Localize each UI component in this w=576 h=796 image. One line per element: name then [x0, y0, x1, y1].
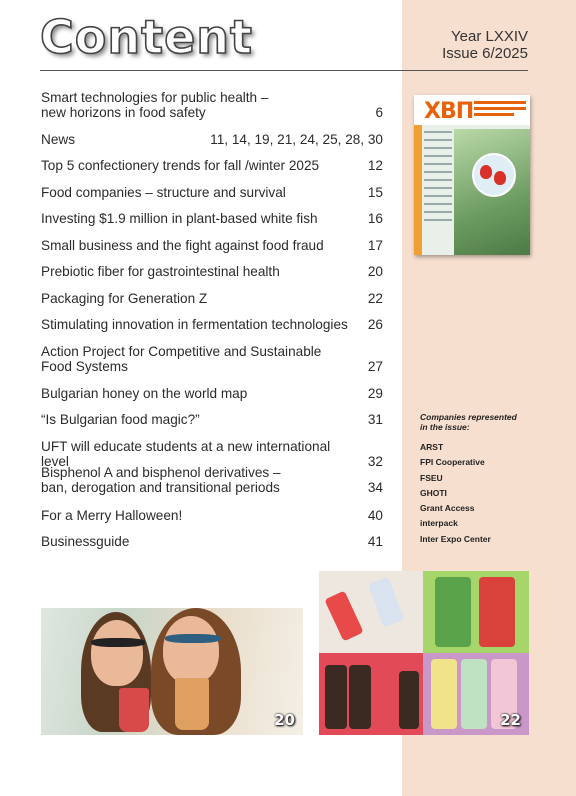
company-item: FSEU	[420, 472, 443, 483]
face-shape	[163, 616, 219, 684]
page-title: Content	[40, 10, 254, 64]
toc-item-page: 29	[367, 386, 383, 401]
toc-item-title: News	[41, 132, 75, 147]
company-item: GHOTI	[420, 487, 447, 498]
toc-item-title: Prebiotic fiber for gastrointestinal health	[41, 264, 280, 279]
toc-item-page: 16	[367, 211, 383, 226]
toc-item-page: 31	[367, 412, 383, 427]
toc-item-title: Smart technologies for public health – new horizons in food safety	[41, 90, 269, 120]
toc-item-page: 12	[367, 158, 383, 173]
magazine-logo: ХВП	[424, 99, 474, 124]
toc-item[interactable]	[41, 132, 383, 147]
toc-item[interactable]	[41, 534, 383, 549]
toc-item[interactable]	[41, 264, 383, 279]
toc-item[interactable]	[41, 238, 383, 253]
toc-item[interactable]	[41, 317, 383, 332]
toc-item-title: For a Merry Halloween!	[41, 508, 183, 523]
toc-item-page: 11, 14, 19, 21, 24, 25, 28, 30	[210, 132, 383, 147]
magazine-cover[interactable]	[414, 95, 530, 255]
toc-item-title: Stimulating innovation in fermentation technologies	[41, 317, 348, 332]
company-item: FPI Cooperative	[420, 457, 485, 468]
drink-cup	[119, 688, 149, 732]
company-item: Grant Access	[420, 503, 475, 514]
toc-item[interactable]	[41, 412, 383, 427]
sunglasses-shape	[165, 634, 221, 643]
toc-item-title: Action Project for Competitive and Sustainable Food Systems	[41, 344, 322, 374]
strawberry-image	[494, 171, 506, 185]
photo-packaging[interactable]	[319, 571, 529, 735]
cover-text-column	[424, 131, 452, 227]
toc-item[interactable]	[41, 291, 383, 306]
page-number-badge: 22	[500, 711, 521, 729]
toc-item-title: Small business and the fight against food fraud	[41, 238, 324, 253]
toc-item[interactable]	[41, 386, 383, 401]
toc-item-title: Packaging for Generation Z	[41, 291, 208, 306]
company-item: ARST	[420, 442, 444, 452]
toc-item-page: 41	[367, 534, 383, 549]
toc-item[interactable]	[41, 508, 383, 523]
bottle-image	[399, 671, 419, 729]
photo-women-drinks[interactable]	[41, 608, 303, 735]
bottle-image	[325, 665, 347, 729]
can-image	[435, 577, 471, 647]
toc-item-title: Food companies – structure and survival	[41, 185, 286, 200]
toc-item-title: “Is Bulgarian food magic?”	[41, 412, 200, 427]
page-number-badge: 20	[274, 711, 295, 729]
toc-item[interactable]	[41, 90, 383, 120]
toc-item-title: Top 5 confectionery trends for fall /winter 2025	[41, 158, 320, 173]
toc-item-page: 27	[367, 359, 383, 374]
toc-item[interactable]	[41, 465, 383, 495]
toc-item-page: 26	[367, 317, 383, 332]
can-image	[479, 577, 515, 647]
toc-item-page: 32	[367, 454, 383, 469]
cover-subtitle-lines	[474, 101, 526, 119]
toc-item-title: Businessguide	[41, 534, 130, 549]
company-item: interpack	[420, 518, 458, 529]
header-divider	[40, 70, 528, 71]
toc-item-title: Bisphenol A and bisphenol derivatives – ban, derogation and transitional periods	[41, 465, 281, 495]
drink-cup	[175, 678, 209, 730]
toc-item-page: 15	[367, 185, 383, 200]
toc-item-title: Investing $1.9 million in plant-based white fish	[41, 211, 318, 226]
issue-info	[442, 28, 528, 62]
year-label: Year LXXIV	[451, 28, 528, 45]
toc-item[interactable]	[41, 344, 383, 374]
companies-heading: Companies represented in the issue:	[420, 412, 517, 432]
cover-header	[414, 95, 530, 125]
cover-stripe	[414, 125, 422, 255]
companies-list	[420, 412, 570, 547]
toc-item[interactable]	[41, 211, 383, 226]
toc-item-page: 34	[367, 480, 383, 495]
sunglasses-shape	[91, 638, 145, 647]
can-image	[431, 659, 457, 729]
toc-item[interactable]	[41, 185, 383, 200]
toc-item-page: 22	[367, 291, 383, 306]
toc-item-page: 6	[375, 105, 383, 120]
face-shape	[91, 620, 143, 686]
toc-item-title: UFT will educate students at a new international level	[41, 439, 331, 469]
toc-item-page: 40	[367, 508, 383, 523]
strawberry-image	[480, 165, 492, 179]
toc-item-page: 20	[367, 264, 383, 279]
bottle-image	[349, 665, 371, 729]
toc-item-page: 17	[367, 238, 383, 253]
issue-label: Issue 6/2025	[442, 45, 528, 62]
toc-item-title: Bulgarian honey on the world map	[41, 386, 248, 401]
toc-item[interactable]	[41, 158, 383, 173]
company-item: Inter Expo Center	[420, 533, 491, 544]
can-image	[461, 659, 487, 729]
